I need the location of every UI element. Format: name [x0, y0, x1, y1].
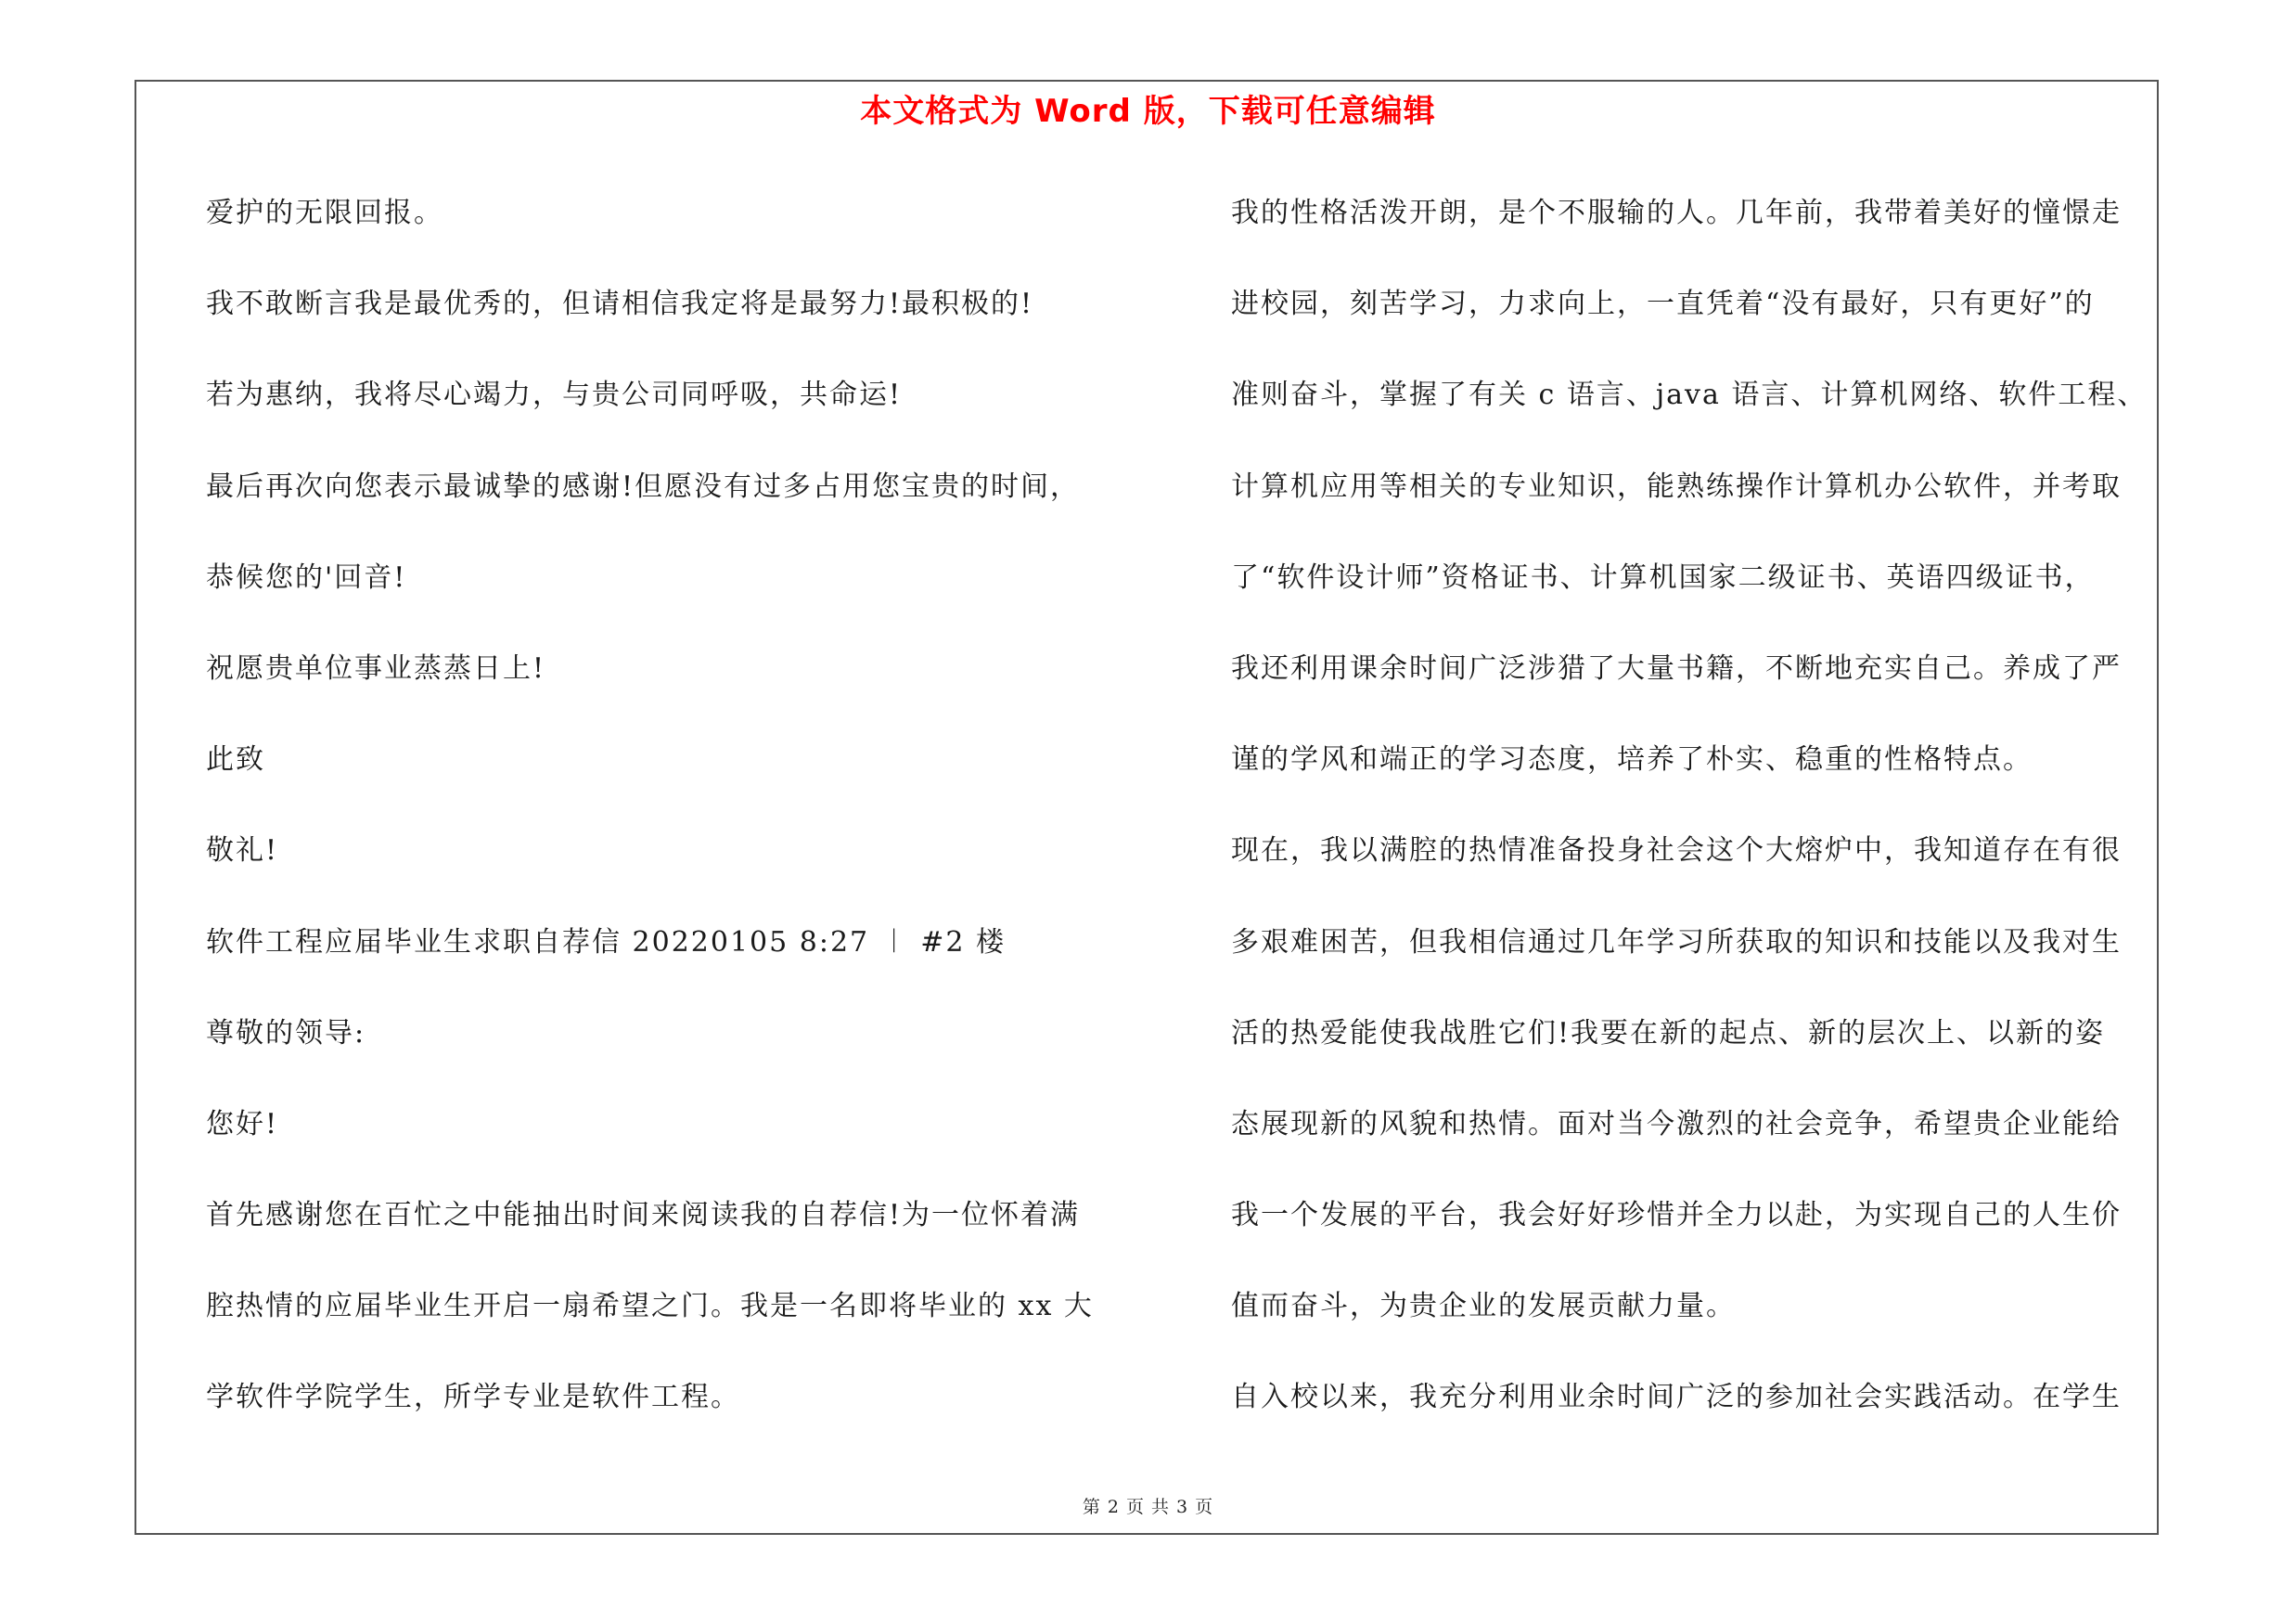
page-number: 第 2 页 共 3 页 — [1082, 1497, 1214, 1517]
text-line: 腔热情的应届毕业生开启一扇希望之门。我是一名即将毕业的 xx 大 — [206, 1290, 1094, 1323]
header-banner: 本文格式为 Word 版，下载可任意编辑 — [860, 93, 1436, 130]
text-line: 谨的学风和端正的学习态度，培养了朴实、稳重的性格特点。 — [1231, 743, 2033, 777]
text-line: 进校园，刻苦学习，力求向上，一直凭着“没有最好，只有更好”的 — [1231, 288, 2095, 321]
left-column — [206, 186, 1134, 1462]
text-line: 活的热爱能使我战胜它们!我要在新的起点、新的层次上、以新的姿 — [1231, 1016, 2106, 1050]
text-line: 自入校以来，我充分利用业余时间广泛的参加社会实践活动。在学生 — [1231, 1381, 2122, 1414]
text-line: 计算机应用等相关的专业知识，能熟练操作计算机办公软件，并考取 — [1231, 470, 2122, 503]
text-line: 此致 — [206, 743, 265, 777]
text-line: 我一个发展的平台，我会好好珍惜并全力以赴，为实现自己的人生价 — [1231, 1199, 2122, 1232]
text-line: 敬礼! — [206, 834, 279, 868]
text-line: 您好! — [206, 1107, 279, 1140]
text-line: 多艰难困苦，但我相信通过几年学习所获取的知识和技能以及我对生 — [1231, 925, 2122, 959]
text-line: 了“软件设计师”资格证书、计算机国家二级证书、英语四级证书， — [1231, 560, 2095, 594]
text-line: 态展现新的风貌和热情。面对当今激烈的社会竞争，希望贵企业能给 — [1231, 1107, 2122, 1140]
text-line: 我不敢断言我是最优秀的，但请相信我定将是最努力!最积极的! — [206, 288, 1034, 321]
text-line: 值而奋斗，为贵企业的发展贡献力量。 — [1231, 1290, 1736, 1323]
text-line: 尊敬的领导: — [206, 1016, 366, 1050]
text-line: 我的性格活泼开朗，是个不服输的人。几年前，我带着美好的憧憬走 — [1231, 197, 2122, 229]
text-line: 最后再次向您表示最诚挚的感谢!但愿没有过多占用您宝贵的时间， — [206, 470, 1081, 503]
text-line: 恭候您的'回音! — [206, 560, 407, 594]
text-line: 首先感谢您在百忙之中能抽出时间来阅读我的自荐信!为一位怀着满 — [206, 1199, 1081, 1232]
text-line: 若为惠纳，我将尽心竭力，与贵公司同呼吸，共命运! — [206, 379, 903, 412]
post-title-line: 软件工程应届毕业生求职自荐信 20220105 8:27 ︱ #2 楼 — [206, 925, 1006, 959]
text-line: 爱护的无限回报。 — [206, 197, 443, 229]
text-line: 祝愿贵单位事业蒸蒸日上! — [206, 651, 546, 685]
right-column — [1231, 186, 2182, 1462]
text-line: 我还利用课余时间广泛涉猎了大量书籍，不断地充实自己。养成了严 — [1231, 651, 2122, 685]
text-line: 准则奋斗，掌握了有关 c 语言、java 语言、计算机网络、软件工程、 — [1231, 379, 2148, 412]
text-line: 现在，我以满腔的热情准备投身社会这个大熔炉中，我知道存在有很 — [1231, 834, 2122, 868]
text-line: 学软件学院学生，所学专业是软件工程。 — [206, 1381, 740, 1414]
